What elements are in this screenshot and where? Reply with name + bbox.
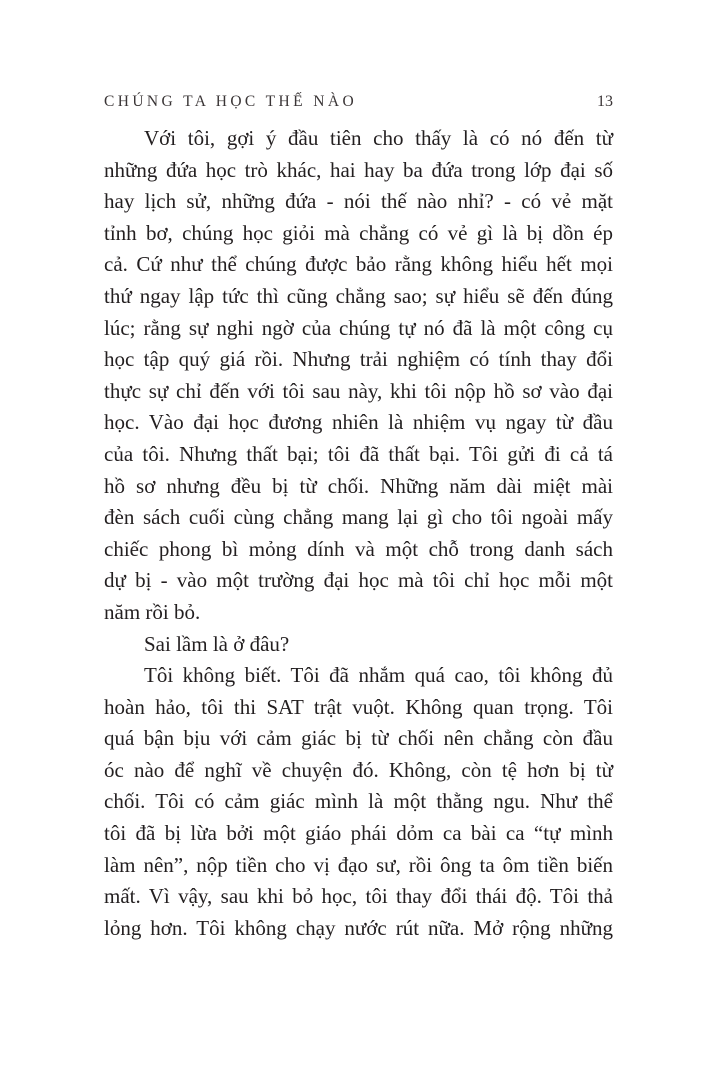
text-line: thực sự chỉ đến với tôi sau này, khi tôi nộp hồ sơ vào đại bbox=[104, 378, 613, 403]
text-line: chối. Tôi có cảm giác mình là một thằng ngu. Như thể bbox=[104, 789, 613, 814]
text-line: cả. Cứ như thể chúng được bảo rằng không hiểu hết mọi bbox=[104, 252, 613, 277]
text-line: Sai lầm là ở đâu? bbox=[144, 631, 290, 656]
text-line: tỉnh bơ, chúng học giỏi mà chẳng có vẻ gì là bị dồn ép bbox=[104, 220, 613, 245]
text-line: của tôi. Nhưng thất bại; tôi đã thất bại. Tôi gửi đi cả tá bbox=[104, 441, 613, 466]
text-line: lúc; rằng sự nghi ngờ của chúng tự nó đã là một công cụ bbox=[104, 315, 613, 340]
text-line: làm nên”, nộp tiền cho vị đạo sư, rồi ông ta ôm tiền biến bbox=[104, 852, 613, 877]
text-line: chiếc phong bì mỏng dính và một chỗ trong danh sách bbox=[104, 536, 613, 561]
text-line: hay lịch sử, những đứa - nói thế nào nhỉ? - có vẻ mặt bbox=[104, 189, 613, 214]
text-line: mất. Vì vậy, sau khi bỏ học, tôi thay đổi thái độ. Tôi thả bbox=[104, 884, 613, 909]
text-line: tôi đã bị lừa bởi một giáo phái dỏm ca bài ca “tự mình bbox=[104, 821, 613, 846]
text-line: hồ sơ nhưng đều bị từ chối. Những năm dài miệt mài bbox=[104, 473, 613, 498]
page-number: 13 bbox=[597, 93, 613, 110]
text-line: những đứa học trò khác, hai hay ba đứa trong lớp đại số bbox=[104, 157, 613, 182]
body-text bbox=[104, 123, 613, 944]
text-line: học. Vào đại học đương nhiên là nhiệm vụ ngay từ đầu bbox=[104, 410, 613, 435]
text-line: óc nào để nghĩ về chuyện đó. Không, còn tệ hơn bị từ bbox=[104, 757, 613, 782]
text-line: năm rồi bỏ. bbox=[104, 599, 201, 624]
text-line: đèn sách cuối cùng chẳng mang lại gì cho tôi ngoài mấy bbox=[104, 505, 613, 530]
text-line: Tôi không biết. Tôi đã nhắm quá cao, tôi không đủ bbox=[144, 663, 613, 688]
text-line: dự bị - vào một trường đại học mà tôi chỉ học mỗi một bbox=[104, 568, 613, 593]
text-line: Với tôi, gợi ý đầu tiên cho thấy là có nó đến từ bbox=[144, 126, 613, 150]
text-line: lỏng hơn. Tôi không chạy nước rút nữa. Mở rộng những bbox=[104, 915, 613, 940]
text-line: thứ ngay lập tức thì cũng chẳng sao; sự hiểu sẽ đến đúng bbox=[104, 283, 613, 308]
running-head: CHÚNG TA HỌC THẾ NÀO bbox=[104, 93, 358, 110]
text-line: học tập quý giá rồi. Nhưng trải nghiệm có tính thay đổi bbox=[104, 347, 613, 372]
text-line: hoàn hảo, tôi thi SAT trật vuột. Không quan trọng. Tôi bbox=[104, 694, 613, 719]
text-line: quá bận bịu với cảm giác bị từ chối nên chẳng còn đầu bbox=[104, 726, 613, 751]
